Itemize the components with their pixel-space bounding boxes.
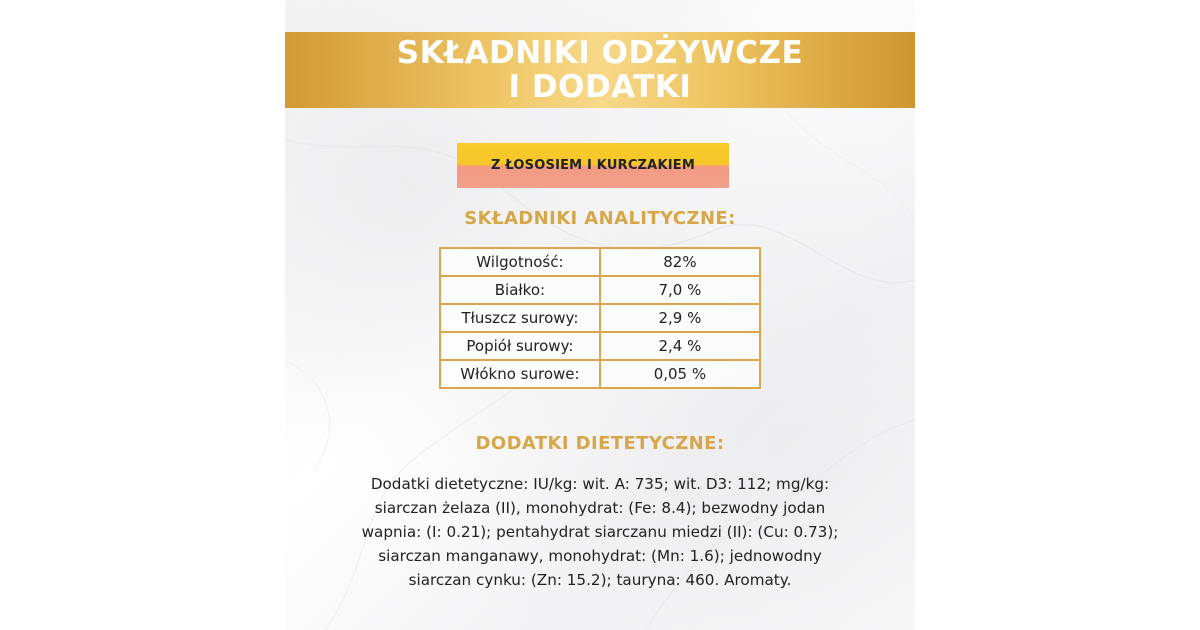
variant-badge (457, 143, 729, 188)
additives-heading: DODATKI DIETETYCZNE: (475, 433, 725, 454)
nutrient-value: 2,9 % (600, 304, 760, 332)
table-row (440, 360, 760, 388)
nutrient-label: Tłuszcz surowy: (440, 304, 600, 332)
header-band (285, 32, 915, 108)
additives-line: siarczan manganawy, monohydrat: (Mn: 1.6); jednowodny (378, 547, 822, 565)
analytic-heading: SKŁADNIKI ANALITYCZNE: (464, 208, 736, 229)
additives-text (325, 472, 875, 592)
nutrient-value: 7,0 % (600, 276, 760, 304)
table-row (440, 248, 760, 276)
variant-label: Z ŁOSOSIEM I KURCZAKIEM (491, 158, 695, 173)
nutrient-label: Popiół surowy: (440, 332, 600, 360)
table-row (440, 332, 760, 360)
additives-line: siarczan cynku: (Zn: 15.2); tauryna: 460. Aromaty. (408, 571, 792, 589)
page-title-line-2: I DODATKI (508, 69, 692, 105)
additives-line: wapnia: (I: 0.21); pentahydrat siarczanu miedzi (II): (Cu: 0.73); (361, 523, 839, 541)
nutrient-label: Białko: (440, 276, 600, 304)
additives-line: siarczan żelaza (II), monohydrat: (Fe: 8.4); bezwodny jodan (374, 499, 826, 517)
page-title-line-1: SKŁADNIKI ODŻYWCZE (396, 35, 804, 71)
table-row (440, 304, 760, 332)
nutrient-label: Wilgotność: (440, 248, 600, 276)
table-row (440, 276, 760, 304)
additives-line: Dodatki dietetyczne: IU/kg: wit. A: 735; wit. D3: 112; mg/kg: (370, 475, 830, 493)
nutrition-table (439, 247, 761, 389)
nutrient-value: 0,05 % (600, 360, 760, 388)
nutrient-value: 82% (600, 248, 760, 276)
nutrient-label: Włókno surowe: (440, 360, 600, 388)
nutrient-value: 2,4 % (600, 332, 760, 360)
marble-panel (285, 0, 915, 630)
